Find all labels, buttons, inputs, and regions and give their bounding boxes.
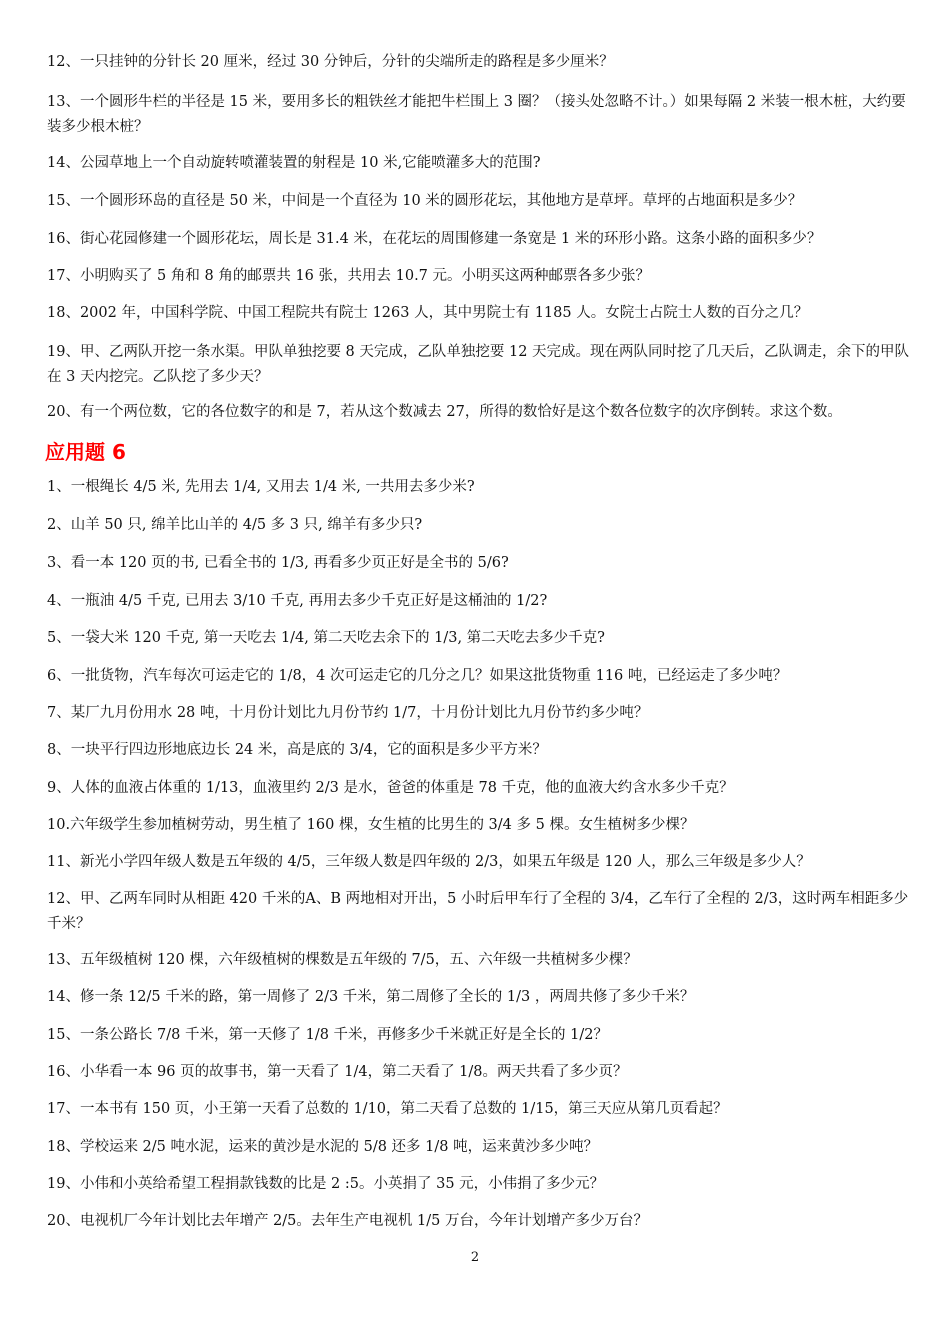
question-a-20: 20、有一个两位数，它的各位数字的和是 7，若从这个数减去 27，所得的数恰好是这个数各位数字的次序倒转。求这个数。: [47, 404, 842, 420]
question-b-11: 11、新光小学四年级人数是五年级的 4/5，三年级人数是四年级的 2/3，如果五年级是 120 人，那么三年级是多少人？: [47, 854, 811, 870]
question-b-14: 14、修一条 12/5 千米的路，第一周修了 2/3 千米，第二周修了全长的 1/3 ，两周共修了多少千米？: [47, 989, 695, 1005]
question-b-8: 8、一块平行四边形地底边长 24 米，高是底的 3/4，它的面积是多少平方米？: [47, 742, 547, 758]
question-b-2: 2、山羊 50 只, 绵羊比山羊的 4/5 多 3 只, 绵羊有多少只?: [47, 517, 423, 533]
section-heading: 应用题 6: [45, 440, 126, 464]
question-a-17: 17、小明购买了 5 角和 8 角的邮票共 16 张，共用去 10.7 元。小明买这两种邮票各多少张？: [47, 268, 651, 284]
question-b-20: 20、电视机厂今年计划比去年增产 2/5。去年生产电视机 1/5 万台，今年计划增产多少万台？: [47, 1213, 648, 1229]
question-b-16: 16、小华看一本 96 页的故事书，第一天看了 1/4，第二天看了 1/8。两天共看了多少页？: [47, 1064, 628, 1080]
question-b-13: 13、五年级植树 120 棵，六年级植树的棵数是五年级的 7/5，五、六年级一共植树多少棵？: [47, 952, 638, 968]
question-a-13: 13、一个圆形牛栏的半径是 15 米，要用多长的粗铁丝才能把牛栏围上 3 圈？（接头处忽略不计。）如果每隔 2 米装一根木桩，大约要装多少根木桩？: [47, 94, 906, 135]
question-a-14: 14、公园草地上一个自动旋转喷灌装置的射程是 10 米,它能喷灌多大的范围?: [47, 155, 541, 171]
question-b-5: 5、一袋大米 120 千克, 第一天吃去 1/4, 第二天吃去余下的 1/3, 第二天吃去多少千克?: [47, 630, 605, 646]
question-a-12: 12、一只挂钟的分针长 20 厘米，经过 30 分钟后，分针的尖端所走的路程是多少厘米？: [47, 54, 614, 70]
question-b-12: 12、甲、乙两车同时从相距 420 千米的A、B 两地相对开出，5 小时后甲车行了全程的 3/4，乙车行了全程的 2/3，这时两车相距多少千米？: [47, 891, 909, 932]
question-b-15: 15、一条公路长 7/8 千米，第一天修了 1/8 千米，再修多少千米就正好是全长的 1/2？: [47, 1027, 609, 1043]
question-b-6: 6、一批货物，汽车每次可运走它的 1/8，4 次可运走它的几分之几？如果这批货物重 116 吨，已经运走了多少吨？: [47, 668, 788, 684]
question-b-18: 18、学校运来 2/5 吨水泥，运来的黄沙是水泥的 5/8 还多 1/8 吨，运来黄沙多少吨？: [47, 1139, 599, 1155]
question-b-19: 19、小伟和小英给希望工程捐款钱数的比是 2 :5。小英捐了 35 元，小伟捐了多少元？: [47, 1176, 605, 1192]
question-b-10: 10.六年级学生参加植树劳动，男生植了 160 棵，女生植的比男生的 3/4 多 5 棵。女生植树多少棵？: [47, 817, 695, 833]
question-a-18: 18、2002 年，中国科学院、中国工程院共有院士 1263 人，其中男院士有 1185 人。女院士占院士人数的百分之几？: [47, 305, 809, 321]
question-b-17: 17、一本书有 150 页，小王第一天看了总数的 1/10，第二天看了总数的 1/15，第三天应从第几页看起？: [47, 1101, 728, 1117]
page-number: 2: [470, 1250, 480, 1265]
question-a-15: 15、一个圆形环岛的直径是 50 米，中间是一个直径为 10 米的圆形花坛，其他地方是草坪。草坪的占地面积是多少？: [47, 193, 803, 209]
question-a-16: 16、街心花园修建一个圆形花坛，周长是 31.4 米，在花坛的周围修建一条宽是 1 米的环形小路。这条小路的面积多少？: [47, 231, 822, 247]
question-b-3: 3、看一本 120 页的书, 已看全书的 1/3, 再看多少页正好是全书的 5/6?: [47, 555, 509, 571]
question-b-7: 7、某厂九月份用水 28 吨，十月份计划比九月份节约 1/7，十月份计划比九月份节约多少吨？: [47, 705, 649, 721]
question-b-1: 1、一根绳长 4/5 米, 先用去 1/4, 又用去 1/4 米, 一共用去多少米?: [47, 479, 475, 495]
question-a-19: 19、甲、乙两队开挖一条水渠。甲队单独挖要 8 天完成，乙队单独挖要 12 天完成。现在两队同时挖了几天后，乙队调走，余下的甲队在 3 天内挖完。乙队挖了多少天？: [47, 344, 910, 385]
question-b-9: 9、人体的血液占体重的 1/13，血液里约 2/3 是水，爸爸的体重是 78 千克，他的血液大约含水多少千克？: [47, 780, 734, 796]
question-b-4: 4、一瓶油 4/5 千克, 已用去 3/10 千克, 再用去多少千克正好是这桶油的 1/2?: [47, 593, 548, 609]
